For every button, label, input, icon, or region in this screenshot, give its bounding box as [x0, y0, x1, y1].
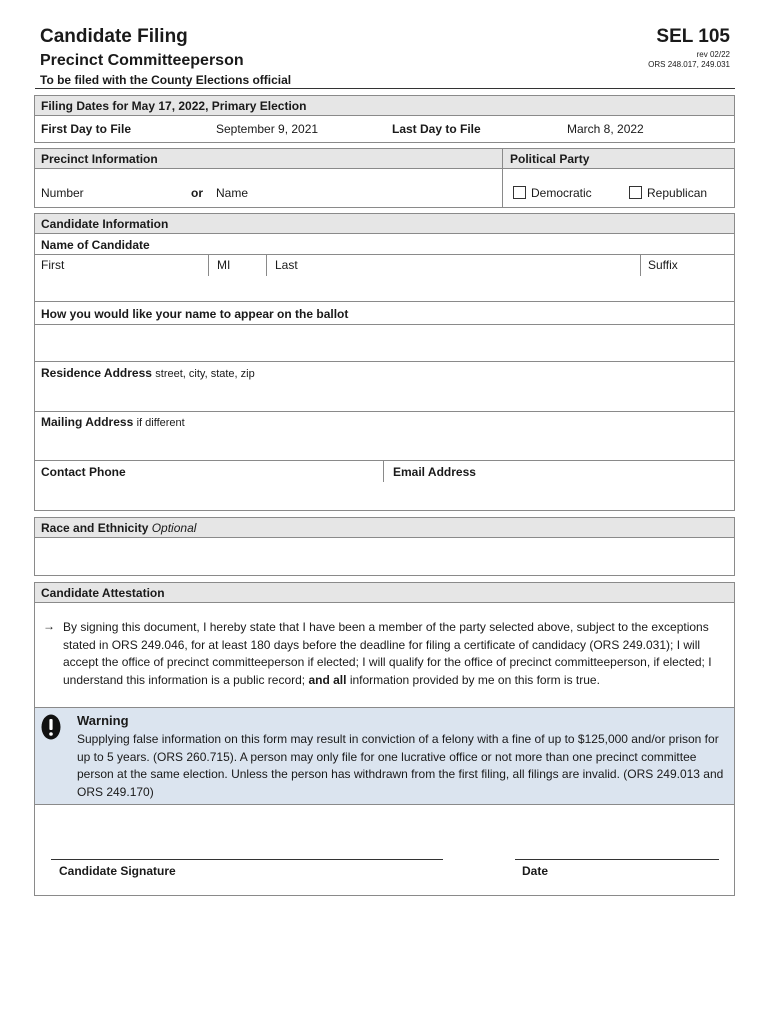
filing-instruction: To be filed with the County Elections official — [40, 73, 292, 87]
precinct-heading-label: Precinct Information — [41, 152, 158, 166]
race-label: Race and Ethnicity — [41, 521, 149, 535]
attestation-section — [34, 582, 735, 896]
precinct-number-label[interactable]: Number — [41, 186, 84, 200]
mailing-address-field[interactable] — [41, 415, 185, 429]
last-day-label: Last Day to File — [392, 122, 481, 136]
mailing-hint: if different — [136, 417, 185, 429]
precinct-heading — [35, 149, 734, 169]
residence-label: Residence Address — [41, 366, 152, 380]
revision-date: rev 02/22 — [696, 50, 730, 59]
warning-icon — [41, 714, 61, 740]
precinct-section — [34, 148, 735, 208]
first-day-label: First Day to File — [41, 122, 132, 136]
ors-reference: ORS 248.017, 249.031 — [648, 60, 730, 69]
residence-address-field[interactable] — [41, 366, 255, 380]
filing-dates-section — [34, 95, 735, 143]
email-address-field[interactable]: Email Address — [393, 465, 476, 479]
revision-info — [648, 50, 730, 70]
signature-line — [51, 859, 443, 860]
first-day-value: September 9, 2021 — [216, 122, 319, 136]
form-code: SEL 105 — [656, 26, 730, 47]
signature-input[interactable] — [51, 811, 443, 857]
attestation-text — [63, 619, 718, 689]
date-label: Date — [522, 864, 549, 878]
candidate-name-heading: Name of Candidate — [41, 238, 150, 252]
mailing-row-top — [35, 411, 734, 412]
party-heading: Political Party — [510, 152, 590, 166]
date-input[interactable] — [515, 811, 719, 857]
form-subtitle: Precinct Committeeperson — [40, 52, 244, 69]
middle-initial-field[interactable]: MI — [217, 258, 231, 272]
race-section — [34, 517, 735, 576]
name-divider-3 — [640, 254, 641, 276]
race-heading — [35, 518, 734, 538]
ballot-name-input[interactable] — [35, 325, 734, 361]
last-day-value: March 8, 2022 — [567, 122, 644, 136]
warning-box — [35, 707, 734, 805]
name-divider-2 — [266, 254, 267, 276]
party-divider — [502, 149, 503, 207]
warning-title: Warning — [77, 713, 129, 728]
residence-row-top — [35, 361, 734, 362]
republican-checkbox[interactable] — [629, 186, 642, 199]
signature-label: Candidate Signature — [59, 864, 176, 878]
arrow-icon: → — [43, 619, 55, 633]
name-row-top — [35, 254, 734, 255]
attestation-body: By signing this document, I hereby state that I have been a member of the party selected above, subject to the exceptions stated in ORS 249.046, for at least 180 days before the deadline for filing a certificate of candidacy (ORS 249.031); I will accept the office of precinct committeeperson if elected; I will qualify for the office of precinct committeeperson, if elected; I understand this information is a public record; — [63, 620, 712, 687]
attestation-heading: Candidate Attestation — [35, 583, 734, 603]
democratic-label: Democratic — [531, 186, 592, 200]
republican-label: Republican — [647, 186, 708, 200]
ballot-name-label: How you would like your name to appear on the ballot — [41, 307, 349, 321]
democratic-checkbox[interactable] — [513, 186, 526, 199]
suffix-field[interactable]: Suffix — [648, 258, 678, 272]
precinct-name-label[interactable]: Name — [216, 186, 249, 200]
race-optional: Optional — [151, 521, 197, 535]
mailing-label: Mailing Address — [41, 415, 134, 429]
warning-text: Supplying false information on this form may result in conviction of a felony with a fine of up to $125,000 and/or prison for up to 5 years. (ORS 260.715). A person may only file for one lucrative office or not more than one precinct committee person at the same election. Unless the person has withdrawn from the first filing, all filings are invalid. (ORS 249.013 and ORS 249.170) — [77, 732, 724, 799]
form-title: Candidate Filing — [40, 26, 188, 47]
last-name-field[interactable]: Last — [275, 258, 298, 272]
header-divider — [35, 88, 735, 89]
contact-phone-field[interactable]: Contact Phone — [41, 465, 126, 479]
contact-row-top — [35, 460, 734, 461]
candidate-section — [34, 213, 735, 511]
name-divider-1 — [208, 254, 209, 276]
attestation-emphasis: and all — [308, 672, 347, 687]
ballot-row-top — [35, 301, 734, 302]
candidate-heading: Candidate Information — [35, 214, 734, 234]
date-line — [515, 859, 719, 860]
contact-divider — [383, 460, 384, 482]
race-input[interactable] — [35, 538, 734, 575]
filing-dates-heading: Filing Dates for May 17, 2022, Primary Election — [35, 96, 734, 116]
first-name-field[interactable]: First — [41, 258, 65, 272]
residence-hint: street, city, state, zip — [155, 368, 255, 380]
or-label: or — [191, 186, 203, 200]
attestation-end: information provided by me on this form is true. — [346, 672, 600, 687]
